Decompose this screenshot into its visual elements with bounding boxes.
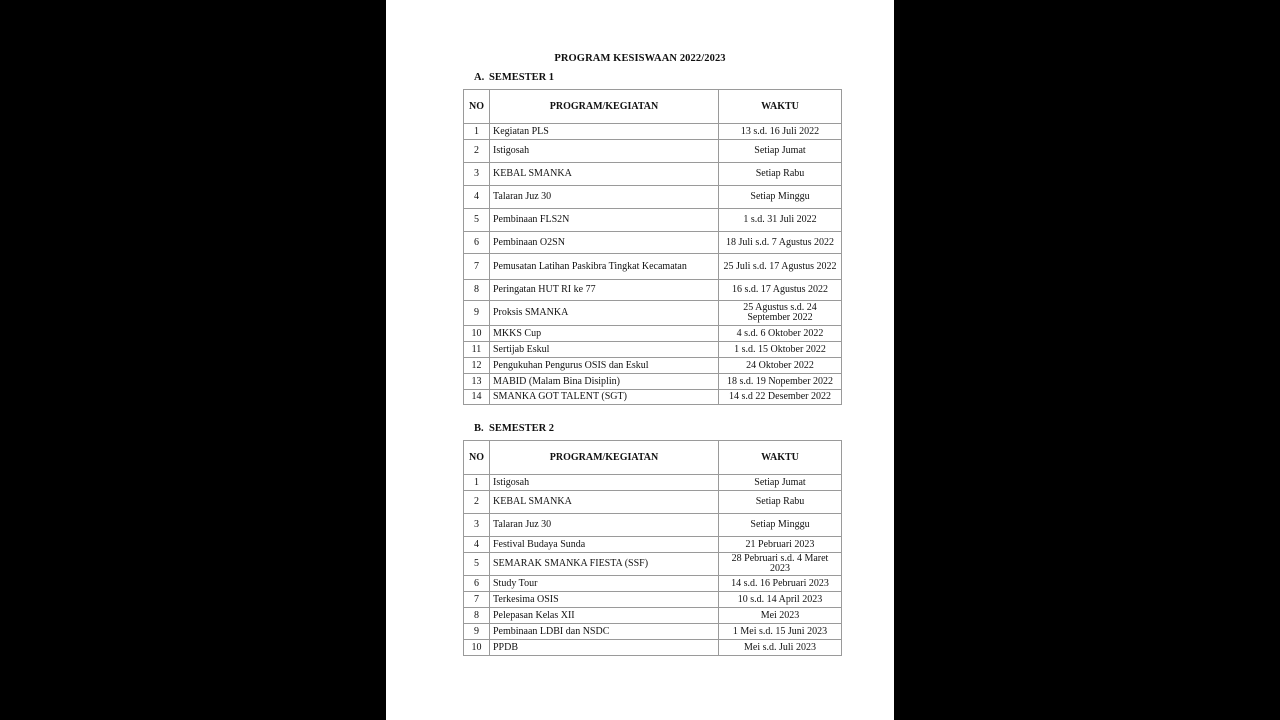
row-program: Terkesima OSIS	[490, 592, 719, 608]
document-page	[386, 0, 894, 720]
row-program: Istigosah	[490, 140, 719, 163]
table-row	[464, 390, 842, 405]
row-time: Setiap Rabu	[719, 491, 842, 514]
row-no: 5	[464, 553, 490, 576]
row-time: Setiap Minggu	[719, 186, 842, 209]
row-program: Talaran Juz 30	[490, 514, 719, 537]
row-time: 28 Pebruari s.d. 4 Maret 2023	[719, 553, 842, 576]
row-no: 2	[464, 491, 490, 514]
row-program: Pembinaan O2SN	[490, 232, 719, 254]
row-time: 14 s.d. 16 Pebruari 2023	[719, 576, 842, 592]
row-program: Pembinaan FLS2N	[490, 209, 719, 232]
header-time: WAKTU	[719, 441, 842, 475]
row-program: Pengukuhan Pengurus OSIS dan Eskul	[490, 358, 719, 374]
row-no: 6	[464, 576, 490, 592]
header-time: WAKTU	[719, 90, 842, 124]
row-program: SEMARAK SMANKA FIESTA (SSF)	[490, 553, 719, 576]
table-row	[464, 475, 842, 491]
row-time: 24 Oktober 2022	[719, 358, 842, 374]
table-row	[464, 140, 842, 163]
row-time: 16 s.d. 17 Agustus 2022	[719, 280, 842, 301]
table-row	[464, 491, 842, 514]
table-row	[464, 163, 842, 186]
semester-2-table	[463, 440, 842, 656]
row-no: 12	[464, 358, 490, 374]
row-no: 4	[464, 537, 490, 553]
row-time: 14 s.d 22 Desember 2022	[719, 390, 842, 405]
row-no: 3	[464, 163, 490, 186]
table-row	[464, 624, 842, 640]
table-row	[464, 576, 842, 592]
table-row	[464, 374, 842, 390]
table-row	[464, 326, 842, 342]
row-no: 8	[464, 608, 490, 624]
row-no: 7	[464, 592, 490, 608]
section-label: SEMESTER 1	[489, 72, 555, 83]
table-row	[464, 608, 842, 624]
row-program: Peringatan HUT RI ke 77	[490, 280, 719, 301]
row-program: KEBAL SMANKA	[490, 163, 719, 186]
row-program: MKKS Cup	[490, 326, 719, 342]
row-time: 25 Juli s.d. 17 Agustus 2022	[719, 254, 842, 280]
row-program: Talaran Juz 30	[490, 186, 719, 209]
row-time: Mei 2023	[719, 608, 842, 624]
section-heading-semester-1	[474, 72, 554, 83]
row-program: Sertijab Eskul	[490, 342, 719, 358]
table-row	[464, 186, 842, 209]
row-no: 9	[464, 624, 490, 640]
row-program: KEBAL SMANKA	[490, 491, 719, 514]
row-time: Setiap Jumat	[719, 140, 842, 163]
table-row	[464, 301, 842, 326]
table-header-row	[464, 441, 842, 475]
row-program: Kegiatan PLS	[490, 124, 719, 140]
row-time: 18 s.d. 19 Nopember 2022	[719, 374, 842, 390]
table-row	[464, 514, 842, 537]
row-time: Setiap Rabu	[719, 163, 842, 186]
header-no: NO	[464, 441, 490, 475]
table-row	[464, 280, 842, 301]
row-no: 9	[464, 301, 490, 326]
table-row	[464, 592, 842, 608]
row-program: Pemusatan Latihan Paskibra Tingkat Kecamatan	[490, 254, 719, 280]
row-no: 10	[464, 326, 490, 342]
header-program: PROGRAM/KEGIATAN	[490, 90, 719, 124]
row-time: 13 s.d. 16 Juli 2022	[719, 124, 842, 140]
row-time: Mei s.d. Juli 2023	[719, 640, 842, 656]
section-heading-semester-2	[474, 423, 554, 434]
section-letter: A.	[474, 72, 485, 83]
table-row	[464, 342, 842, 358]
row-time: 25 Agustus s.d. 24 September 2022	[719, 301, 842, 326]
table-row	[464, 640, 842, 656]
row-time: 21 Pebruari 2023	[719, 537, 842, 553]
row-program: PPDB	[490, 640, 719, 656]
row-no: 10	[464, 640, 490, 656]
row-no: 1	[464, 475, 490, 491]
row-no: 7	[464, 254, 490, 280]
table-header-row	[464, 90, 842, 124]
row-no: 4	[464, 186, 490, 209]
row-program: Pembinaan LDBI dan NSDC	[490, 624, 719, 640]
section-label: SEMESTER 2	[489, 423, 555, 434]
row-time: 18 Juli s.d. 7 Agustus 2022	[719, 232, 842, 254]
row-time: Setiap Jumat	[719, 475, 842, 491]
document-title: PROGRAM KESISWAAN 2022/2023	[554, 53, 726, 64]
header-program: PROGRAM/KEGIATAN	[490, 441, 719, 475]
section-letter: B.	[474, 423, 484, 434]
row-program: SMANKA GOT TALENT (SGT)	[490, 390, 719, 405]
semester-1-table	[463, 89, 842, 405]
row-no: 5	[464, 209, 490, 232]
row-no: 3	[464, 514, 490, 537]
row-time: 10 s.d. 14 April 2023	[719, 592, 842, 608]
row-time: 1 s.d. 15 Oktober 2022	[719, 342, 842, 358]
table-row	[464, 537, 842, 553]
row-program: Proksis SMANKA	[490, 301, 719, 326]
row-no: 13	[464, 374, 490, 390]
table-row	[464, 124, 842, 140]
row-program: Pelepasan Kelas XII	[490, 608, 719, 624]
table-row	[464, 254, 842, 280]
row-no: 1	[464, 124, 490, 140]
row-no: 6	[464, 232, 490, 254]
row-program: Study Tour	[490, 576, 719, 592]
row-program: Festival Budaya Sunda	[490, 537, 719, 553]
row-no: 14	[464, 390, 490, 405]
row-time: Setiap Minggu	[719, 514, 842, 537]
row-program: MABID (Malam Bina Disiplin)	[490, 374, 719, 390]
row-time: 1 s.d. 31 Juli 2022	[719, 209, 842, 232]
row-no: 8	[464, 280, 490, 301]
row-no: 2	[464, 140, 490, 163]
table-row	[464, 209, 842, 232]
header-no: NO	[464, 90, 490, 124]
table-row	[464, 358, 842, 374]
table-row	[464, 232, 842, 254]
row-time: 4 s.d. 6 Oktober 2022	[719, 326, 842, 342]
row-no: 11	[464, 342, 490, 358]
row-time: 1 Mei s.d. 15 Juni 2023	[719, 624, 842, 640]
row-program: Istigosah	[490, 475, 719, 491]
table-row	[464, 553, 842, 576]
